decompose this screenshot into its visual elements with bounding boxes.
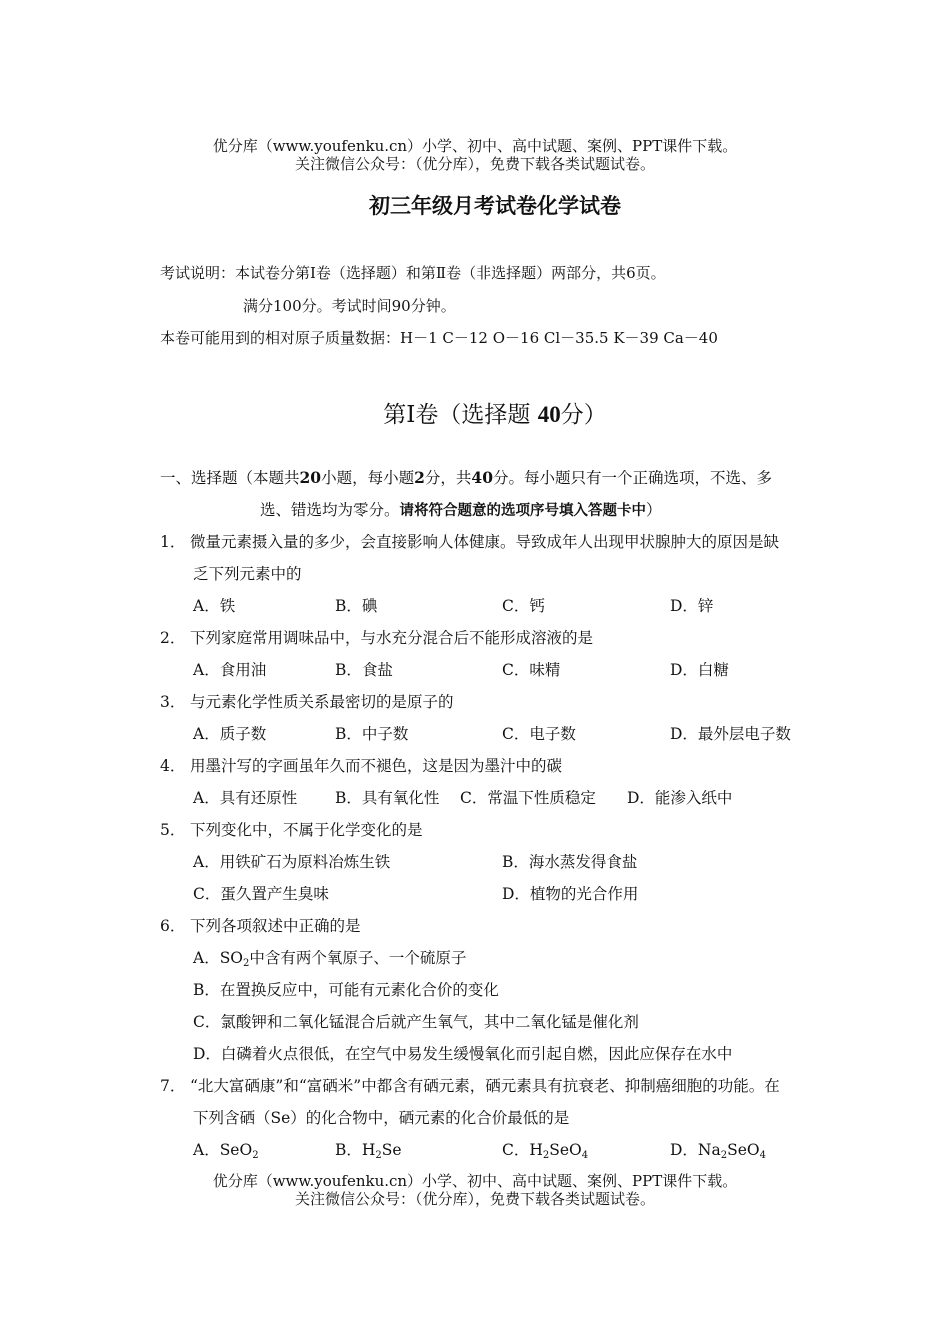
question-7-option-d[interactable] <box>670 1138 766 1160</box>
instr-text-f: ） <box>646 501 662 519</box>
exam-instructions-line2: 满分100分。考试时间90分钟。 <box>243 297 456 315</box>
question-2-number: 2． <box>160 629 186 647</box>
question-6-stem: 下列各项叙述中正确的是 <box>190 917 361 935</box>
question-3-option-a[interactable]: A．质子数 <box>193 725 267 743</box>
q6a-text-post: 中含有两个氧原子、一个硫原子 <box>249 949 467 967</box>
exam-instructions-line1: 考试说明：本试卷分第Ⅰ卷（选择题）和第Ⅱ卷（非选择题）两部分，共6页。 <box>160 264 666 282</box>
question-5-stem: 下列变化中，不属于化学变化的是 <box>190 821 423 839</box>
question-6-option-a[interactable] <box>193 946 466 968</box>
q7c-text: C．H <box>502 1141 543 1159</box>
instr-text-c: 分，共 <box>424 469 472 487</box>
instr-points-each: 2 <box>414 468 425 487</box>
question-6-number: 6． <box>160 917 186 935</box>
question-7-option-b[interactable] <box>335 1138 402 1160</box>
section-title-score: 40 <box>537 402 561 427</box>
question-7-number: 7． <box>160 1077 186 1095</box>
site-footer-line1: 优分库（www.youfenku.cn）小学、初中、高中试题、案例、PPT课件下载。 <box>212 1172 738 1190</box>
q7c-subscript-2: 4 <box>581 1150 589 1161</box>
question-4-option-b[interactable]: B．具有氧化性 <box>335 789 440 807</box>
question-1-number: 1． <box>160 533 186 551</box>
question-7-stem-line1: “北大富硒康”和“富硒米”中都含有硒元素，硒元素具有抗衰老、抑制癌细胞的功能。在 <box>190 1077 780 1095</box>
instr-text-d: 分。每小题只有一个正确选项，不选、多 <box>493 469 773 487</box>
question-3-option-c[interactable]: C．电子数 <box>502 725 576 743</box>
instr-count: 20 <box>299 468 322 487</box>
question-1-option-d[interactable]: D．锌 <box>670 597 714 615</box>
section-instructions-line2 <box>260 498 662 520</box>
q7d-text: D．Na <box>670 1141 721 1159</box>
question-3-option-b[interactable]: B．中子数 <box>335 725 409 743</box>
question-2-option-d[interactable]: D．白糖 <box>670 661 729 679</box>
question-1-option-a[interactable]: A．铁 <box>193 597 236 615</box>
question-3-stem: 与元素化学性质关系最密切的是原子的 <box>190 693 454 711</box>
q7b-text-post: Se <box>381 1141 402 1159</box>
question-3-number: 3． <box>160 693 186 711</box>
instr-bold-note: 请将符合题意的选项序号填入答题卡中 <box>399 503 647 519</box>
q6a-subscript: 2 <box>243 958 250 969</box>
question-2-option-c[interactable]: C．味精 <box>502 661 561 679</box>
q7c-text-post: SeO <box>549 1141 582 1159</box>
q7b-text: B．H <box>335 1141 376 1159</box>
section-title-prefix: 第Ⅰ卷（选择题 <box>383 402 538 428</box>
question-2-option-b[interactable]: B．食盐 <box>335 661 393 679</box>
question-1-stem-line2: 乏下列元素中的 <box>193 565 302 583</box>
question-4-option-d[interactable]: D．能渗入纸中 <box>627 789 733 807</box>
question-5-option-c[interactable]: C．蛋久置产生臭味 <box>193 885 329 903</box>
section-instructions-line1 <box>160 466 772 488</box>
site-header-line1: 优分库（www.youfenku.cn）小学、初中、高中试题、案例、PPT课件下载。 <box>212 137 738 155</box>
question-2-option-a[interactable]: A．食用油 <box>193 661 267 679</box>
question-6-option-d[interactable]: D．白磷着火点很低，在空气中易发生缓慢氧化而引起自燃，因此应保存在水中 <box>193 1045 733 1063</box>
site-header-line2: 关注微信公众号：（优分库），免费下载各类试题试卷。 <box>294 155 655 173</box>
q7d-subscript-2: 4 <box>759 1150 766 1161</box>
question-7-option-c[interactable] <box>502 1138 588 1160</box>
section-title-suffix: 分） <box>560 402 607 428</box>
question-1-option-c[interactable]: C．钙 <box>502 597 545 615</box>
instr-text-e: 选、错选均为零分。 <box>260 501 400 519</box>
question-2-stem: 下列家庭常用调味品中，与水充分混合后不能形成溶液的是 <box>190 629 594 647</box>
question-4-number: 4． <box>160 757 186 775</box>
q7a-text: A．SeO <box>193 1141 253 1159</box>
atomic-mass-data: 本卷可能用到的相对原子质量数据：H－1 C－12 O－16 Cl－35.5 K－39 Ca－40 <box>160 329 718 347</box>
question-4-option-c[interactable]: C．常温下性质稳定 <box>460 789 596 807</box>
section-title <box>0 396 950 429</box>
instr-text-a: 一、选择题（本题共 <box>160 469 300 487</box>
q7d-text-post: SeO <box>727 1141 760 1159</box>
q7d-subscript: 2 <box>720 1150 728 1161</box>
q7c-subscript: 2 <box>542 1150 550 1161</box>
question-1-option-b[interactable]: B．碘 <box>335 597 378 615</box>
question-5-option-d[interactable]: D．植物的光合作用 <box>502 885 639 903</box>
question-7-option-a[interactable] <box>193 1138 259 1160</box>
question-4-option-a[interactable]: A．具有还原性 <box>193 789 298 807</box>
q6a-text: A．SO <box>193 949 244 967</box>
q7b-subscript: 2 <box>375 1150 382 1161</box>
page-title: 初三年级月考试卷化学试卷 <box>369 193 621 218</box>
question-6-option-c[interactable]: C．氯酸钾和二氧化锰混合后就产生氧气，其中二氧化锰是催化剂 <box>193 1013 639 1031</box>
instr-text-b: 小题，每小题 <box>321 469 415 487</box>
q7a-subscript: 2 <box>252 1150 259 1161</box>
question-5-option-b[interactable]: B．海水蒸发得食盐 <box>502 853 638 871</box>
question-5-option-a[interactable]: A．用铁矿石为原料冶炼生铁 <box>193 853 391 871</box>
instr-points-total: 40 <box>471 468 493 487</box>
question-3-option-d[interactable]: D．最外层电子数 <box>670 725 791 743</box>
site-footer-line2: 关注微信公众号：（优分库），免费下载各类试题试卷。 <box>294 1190 655 1208</box>
question-5-number: 5． <box>160 821 186 839</box>
question-4-stem: 用墨汁写的字画虽年久而不褪色，这是因为墨汁中的碳 <box>190 757 563 775</box>
question-6-option-b[interactable]: B．在置换反应中，可能有元素化合价的变化 <box>193 981 499 999</box>
question-1-stem-line1: 微量元素摄入量的多少，会直接影响人体健康。导致成年人出现甲状腺肿大的原因是缺 <box>190 533 780 551</box>
question-7-stem-line2: 下列含硒（Se）的化合物中，硒元素的化合价最低的是 <box>193 1109 570 1127</box>
